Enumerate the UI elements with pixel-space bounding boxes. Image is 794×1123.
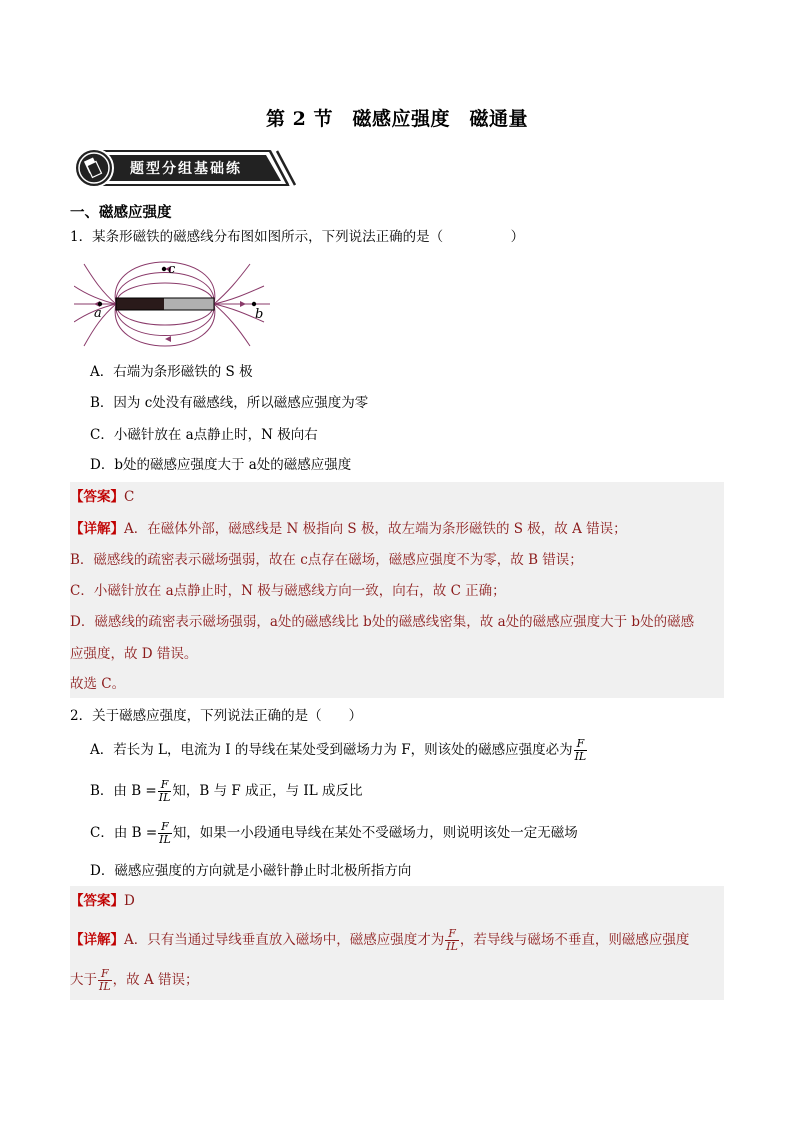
q1-detail-line-4: D．磁感线的疏密表示磁场强弱，a处的磁感线比 b处的磁感线密集，故 a处的磁感应强度大于 b处的磁感	[70, 614, 695, 630]
q1-option-d: D．b处的磁感应强度大于 a处的磁感应强度	[90, 457, 352, 473]
q1-option-a: A．右端为条形磁铁的 S 极	[90, 364, 253, 380]
fraction-f-over-il: $\frac{F}{IL}$	[99, 967, 111, 993]
fraction-f-over-il: $\frac{F}{IL}$	[159, 820, 171, 846]
section-heading: 一、磁感应强度	[70, 204, 172, 221]
fraction-f-over-il: $\frac{F}{IL}$	[158, 778, 171, 804]
q1-option-b: B．因为 c处没有磁感线，所以磁感应强度为零	[90, 395, 369, 411]
fraction-f-over-il: $\frac{F}{IL}$	[446, 927, 458, 953]
question-1-stem: 1．某条形磁铁的磁感线分布图如图所示，下列说法正确的是（ ）	[70, 229, 525, 245]
q1-option-c: C．小磁针放在 a点静止时，N 极向右	[90, 427, 318, 443]
q1-detail-line-6: 故选 C。	[70, 676, 126, 692]
question-2-stem: 2．关于磁感应强度，下列说法正确的是（ ）	[70, 708, 363, 724]
answer-tag: 【答案】	[70, 893, 124, 909]
answer-value: C	[124, 489, 135, 505]
q2-detail-line-1: 【详解】A．只有当通过导线垂直放入磁场中，磁感应强度才为 $\frac{F}{IL}$ ，若导线与磁场不垂直，则磁感应强度	[70, 927, 690, 953]
banner-label: 题型分组基础练	[130, 161, 242, 177]
page-title: 第 2 节 磁感应强度 磁通量	[266, 108, 528, 130]
bar-magnet-figure	[74, 256, 270, 358]
q2-option-c: C．由 B = $\frac{F}{IL}$ 知，如果一小段通电导线在某处不受磁场力，则说明该处一定无磁场	[90, 820, 578, 846]
q2-option-b: B．由 B = $\frac{F}{IL}$ 知，B 与 F 成正，与 IL 成反比	[90, 778, 363, 804]
q1-detail-line-2: B．磁感线的疏密表示磁场强弱，故在 c点存在磁场，磁感应强度不为零，故 B 错误；	[70, 552, 583, 568]
detail-tag: 【详解】	[70, 932, 124, 948]
q1-detail-line-1: 【详解】A．在磁体外部，磁感线是 N 极指向 S 极，故左端为条形磁铁的 S 极，故 A 错误；	[70, 521, 627, 537]
q2-option-d: D．磁感应强度的方向就是小磁针静止时北极所指方向	[90, 863, 412, 879]
q2-option-a: A．若长为 L，电流为 I 的导线在某处受到磁场力为 F，则该处的磁感应强度必为 $\frac{F}{IL}$	[90, 737, 587, 763]
point-label-a: a	[94, 306, 102, 321]
point-label-c: c	[168, 262, 176, 277]
q1-answer	[70, 487, 134, 507]
q1-detail-line-3: C．小磁针放在 a点静止时，N 极与磁感线方向一致，向右，故 C 正确；	[70, 583, 506, 599]
answer-tag: 【答案】	[70, 489, 124, 505]
q1-detail-line-5: 应强度，故 D 错误。	[70, 646, 198, 662]
fraction-f-over-il: $\frac{F}{IL}$	[574, 737, 587, 763]
detail-tag: 【详解】	[70, 521, 124, 537]
q2-answer	[70, 891, 135, 911]
q2-detail-line-2: 大于 $\frac{F}{IL}$ ，故 A 错误；	[70, 967, 199, 993]
point-label-b: b	[255, 307, 264, 322]
answer-value: D	[124, 893, 135, 909]
section-banner	[74, 148, 296, 188]
